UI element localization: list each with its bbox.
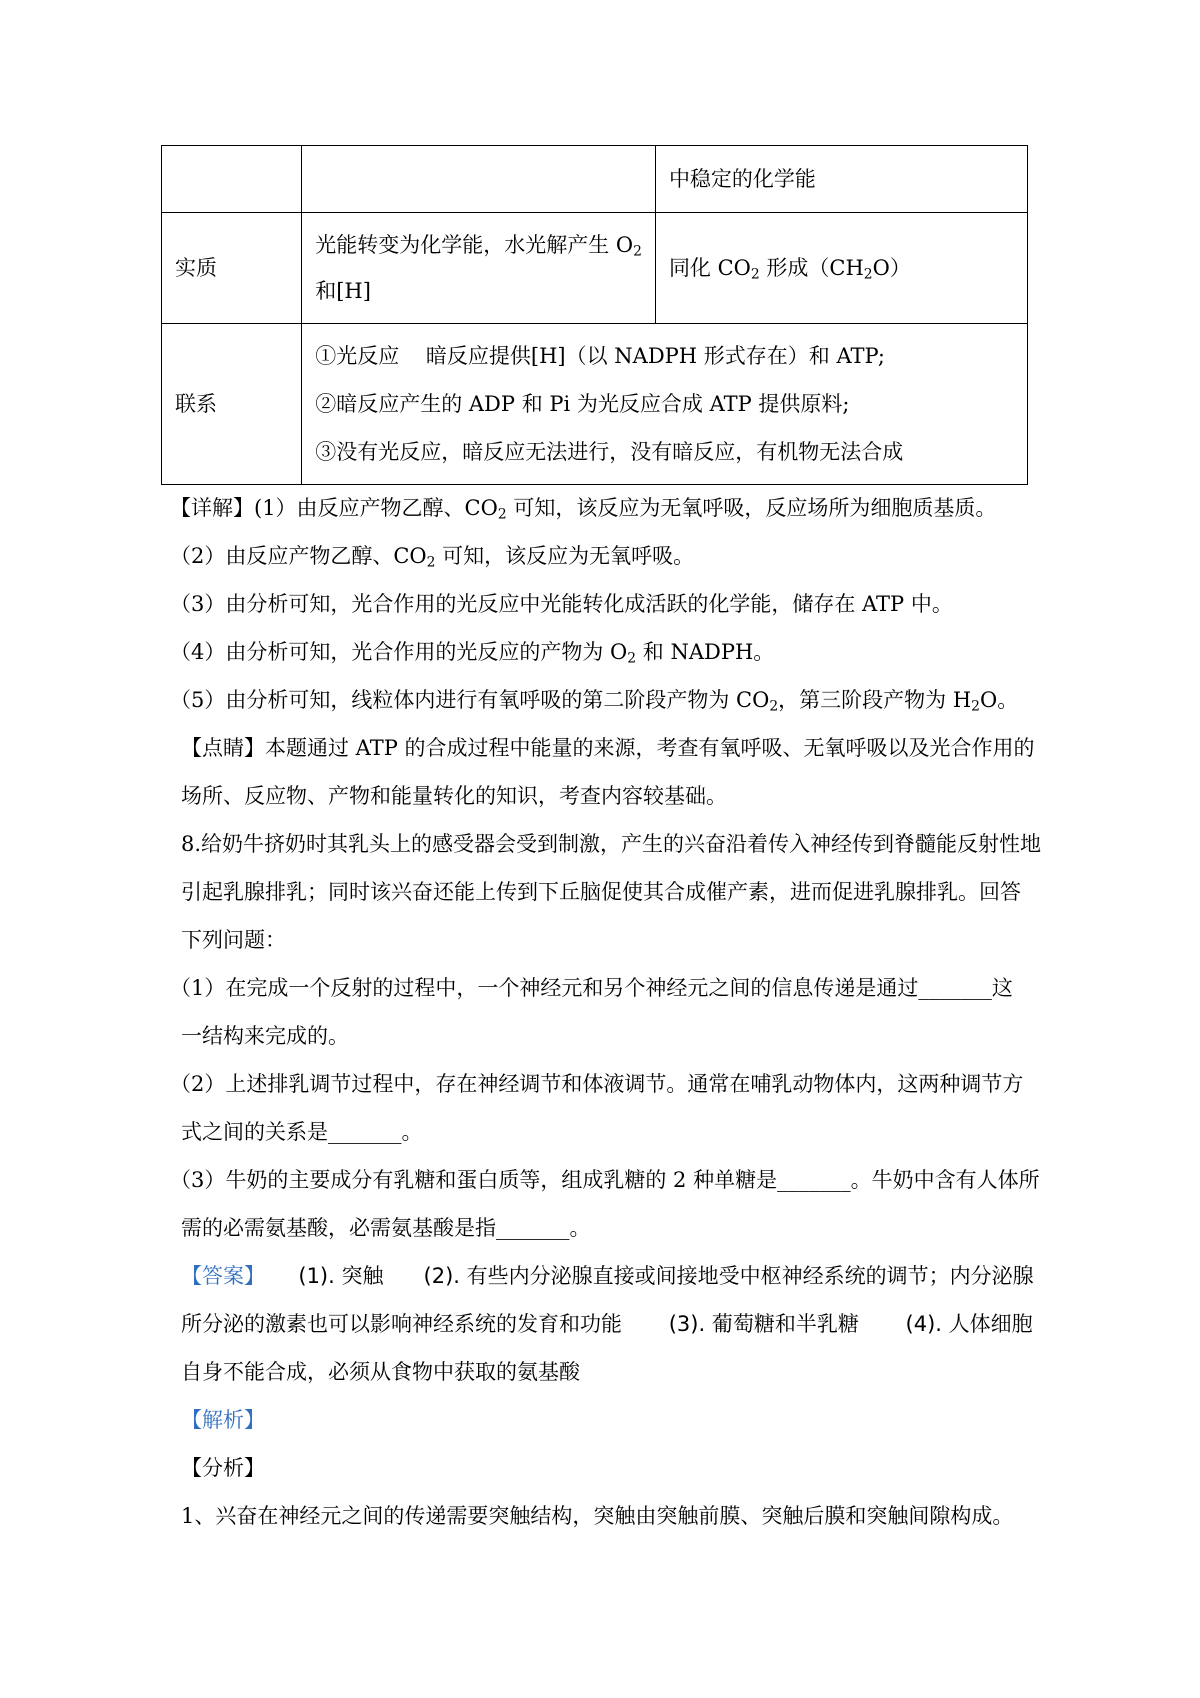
table-cell-essence-label: 实质 [162,213,302,324]
question-stem-line-1: 8.给奶牛挤奶时其乳头上的感受器会受到制激，产生的兴奋沿着传入神经传到脊髓能反射性地 [181,832,1042,856]
subscript: 2 [633,243,642,260]
analysis-tag: 【解析】 [181,1408,265,1432]
answer-line-3: 自身不能合成，必须从食物中获取的氨基酸 [181,1360,580,1384]
cell-text: 同化 CO [668,256,751,280]
subscript: 2 [769,698,779,715]
table-cell-light-reaction-essence [302,213,656,324]
question-3-line-1: （3）牛奶的主要成分有乳糖和蛋白质等，组成乳糖的 2 种单糖是_______。牛奶中含有人体所 [170,1168,1040,1192]
subscript: 2 [750,266,760,283]
subscript: 2 [426,554,436,571]
cell-text: ①光反应 暗反应提供[H]（以 NADPH 形式存在）和 ATP; [315,344,885,368]
answer-text: (1). 突触 (2). 有些内分泌腺直接或间接地受中枢神经系统的调节；内分泌腺 [265,1264,1034,1288]
cell-text: ③没有光反应，暗反应无法进行，没有暗反应，有机物无法合成 [315,440,904,464]
subscript: 2 [971,698,980,715]
answer-line-1 [181,1262,1041,1290]
detail-line-1 [170,494,1030,522]
question-1-line-2: 一结构来完成的。 [181,1024,349,1048]
text: （5）由分析可知，线粒体内进行有氧呼吸的第二阶段产物为 CO [170,688,770,712]
cell-text: 光能转变为化学能，水光解产生 O [315,233,634,257]
question-3-line-2: 需的必需氨基酸，必需氨基酸是指_______。 [181,1216,591,1240]
question-2-line-1: （2）上述排乳调节过程中，存在神经调节和体液调节。通常在哺乳动物体内，这两种调节方 [170,1072,1024,1096]
question-2-line-2: 式之间的关系是_______。 [181,1120,423,1144]
detail-line-5 [170,686,1030,714]
text: 可知，该反应为无氧呼吸，反应场所为细胞质基质。 [506,496,997,520]
cell-text: 和[H] [315,279,371,303]
comparison-table [161,145,1028,485]
analysis-subtag: 【分析】 [181,1456,265,1480]
table-cell [302,146,656,213]
analysis-paragraph-1: 1、兴奋在神经元之间的传递需要突触结构，突触由突触前膜、突触后膜和突触间隙构成。 [181,1504,1014,1528]
text: 可知，该反应为无氧呼吸。 [435,544,695,568]
comment-line-1: 【点睛】本题通过 ATP 的合成过程中能量的来源，考查有氧呼吸、无氧呼吸以及光合作用的 [181,736,1035,760]
text: （4）由分析可知，光合作用的光反应的产物为 O [170,640,628,664]
table-cell-relation-label: 联系 [162,324,302,485]
answer-tag: 【答案】 [181,1264,265,1288]
text: 【详解】(1）由反应产物乙醇、CO [170,496,498,520]
comment-line-2: 场所、反应物、产物和能量转化的知识，考查内容较基础。 [181,784,727,808]
question-stem-line-3: 下列问题： [181,928,286,952]
cell-text: O） [872,256,911,280]
subscript: 2 [497,506,507,523]
cell-text: 形成（CH [759,256,864,280]
subscript: 2 [627,650,637,667]
subscript: 2 [863,266,873,283]
table-row [162,146,1028,213]
text: （2）由反应产物乙醇、CO [170,544,427,568]
detail-line-3: （3）由分析可知，光合作用的光反应中光能转化成活跃的化学能，储存在 ATP 中。 [170,592,953,616]
question-1-line-1: （1）在完成一个反射的过程中，一个神经元和另个神经元之间的信息传递是通过_______这 [170,976,1013,1000]
table-cell: 中稳定的化学能 [655,146,1027,213]
table-cell-dark-reaction-essence [655,213,1027,324]
table-row [162,324,1028,485]
detail-line-2 [170,542,1030,570]
answer-line-2: 所分泌的激素也可以影响神经系统的发育和功能 (3). 葡萄糖和半乳糖 (4). 人体细胞 [181,1312,1033,1336]
table-cell-relation [302,324,1028,485]
cell-text: ②暗反应产生的 ADP 和 Pi 为光反应合成 ATP 提供原料; [315,392,850,416]
text: 和 NADPH。 [636,640,775,664]
table-cell [162,146,302,213]
text: O。 [979,688,1019,712]
question-stem-line-2: 引起乳腺排乳；同时该兴奋还能上传到下丘脑促使其合成催产素，进而促进乳腺排乳。回答 [181,880,1021,904]
text: ，第三阶段产物为 H [778,688,972,712]
table-row [162,213,1028,324]
detail-line-4 [170,638,1030,666]
